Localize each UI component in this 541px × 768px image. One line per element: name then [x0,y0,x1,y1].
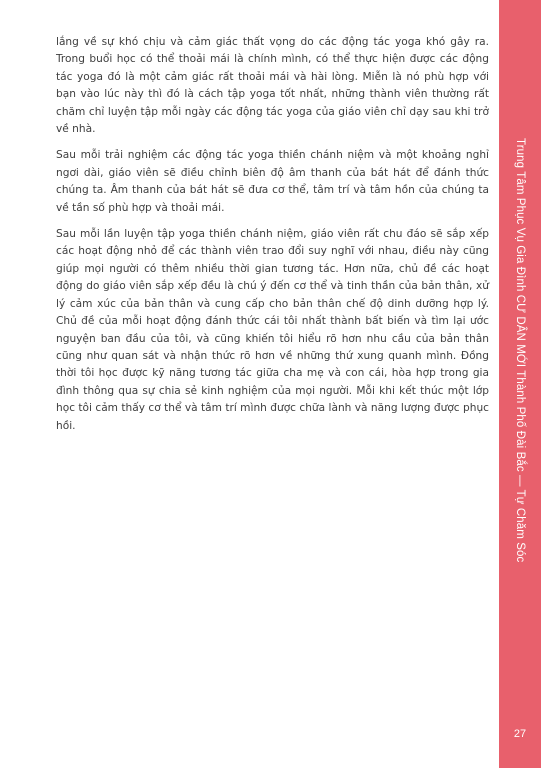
side-title: Trung Tâm Phục Vụ Gia Đình CƯ DÂN MỚI Thành Phố Đài Bắc — Tự Chăm Sóc [514,137,526,563]
page-number: 27 [513,728,527,740]
body-text [56,34,489,444]
paragraph-1: lắng về sự khó chịu và cảm giác thất vọng do các động tác yoga khó gây ra. Trong buổi học có thể thoải mái là chính mình, có thể thực hiện được các động tác yoga đó là một cảm giác rất thoải mái và hài lòng. Miễn là nó phù hợp với bạn vào lúc này thì đó là cách tập yoga tốt nhất, những thành viên thường rất chăm chỉ luyện tập mỗi ngày các động tác yoga của giáo viên chỉ dạy sau khi trở về nhà. [56,36,489,136]
paragraph-3: Sau mỗi lần luyện tập yoga thiền chánh niệm, giáo viên rất chu đáo sẽ sắp xếp các hoạt động nhỏ để các thành viên trao đổi suy nghĩ với nhau, điều này cũng giúp mọi người có thêm nhiều thời gian tương tác. Hơn nữa, chủ đề các hoạt động do giáo viên sắp xếp đều là chú ý đến cơ thể và tinh thần của bản thân, xử lý cảm xúc của bản thân và cung cấp cho bản thân chế độ dinh dưỡng hợp lý. Chủ đề của mỗi hoạt động đánh thức cái tôi nhất thành bất biến và tìm lại ước nguyện ban đầu của tôi, và cũng khiến tôi hiểu rõ hơn nhu cầu của bản thân cũng như quan sát và nhận thức rõ hơn về những thứ xung quanh mình. Đồng thời tôi học được kỹ năng tương tác giữa cha mẹ và con cái, hòa hợp trong gia đình thông qua sự chia sẻ kinh nghiệm của mọi người. Mỗi khi kết thúc một lớp học tôi cảm thấy cơ thể và tâm trí mình được chữa lành và năng lượng được phục hồi. [56,228,489,432]
paragraph-2: Sau mỗi trải nghiệm các động tác yoga thiền chánh niệm và một khoảng nghỉ ngơi dài, giáo viên sẽ điều chỉnh biên độ âm thanh của bát hát để đánh thức chúng ta. Âm thanh của bát hát sẽ đưa cơ thể, tâm trí và tâm hồn của chúng ta về tần số phù hợp và thoải mái. [56,149,489,214]
side-title-container [499,0,541,700]
side-tab [499,0,541,768]
